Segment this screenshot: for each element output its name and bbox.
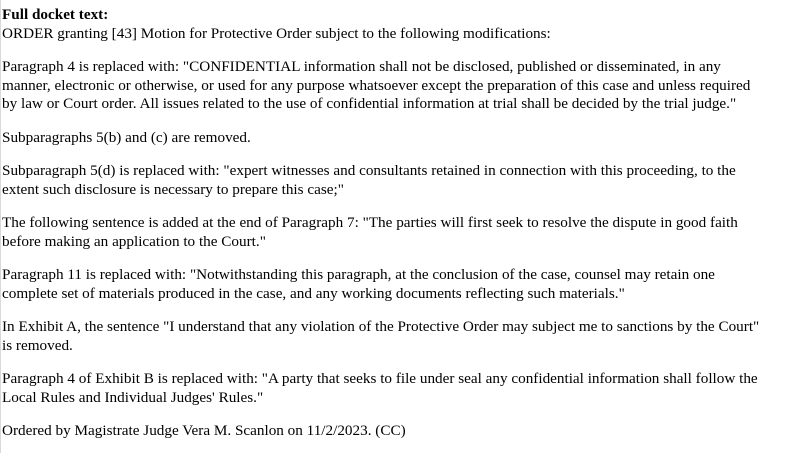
docket-line: before making an application to the Court." [2,232,266,250]
docket-line: is removed. [2,336,73,354]
docket-paragraph-exhibit-b [2,370,806,407]
docket-paragraph-4 [2,58,806,114]
docket-line: complete set of materials produced in the case, and any working documents reflecting such materials." [2,284,625,302]
docket-line: Paragraph 4 is replaced with: "CONFIDENTIAL information shall not be disclosed, published or disseminated, in any [2,58,721,75]
docket-line: In Exhibit A, the sentence "I understand that any violation of the Protective Order may subject me to sanctions by the Court" [2,318,760,335]
docket-paragraph-signature [2,422,806,441]
docket-line: ORDER granting [43] Motion for Protective Order subject to the following modifications: [2,24,551,42]
docket-line: Local Rules and Individual Judges' Rules." [2,388,264,406]
docket-line: Paragraph 11 is replaced with: "Notwithstanding this paragraph, at the conclusion of the case, counsel may retain one [2,266,715,283]
docket-line: The following sentence is added at the end of Paragraph 7: "The parties will first seek to resolve the dispute in good faith [2,214,738,231]
docket-paragraph-order [2,25,806,44]
docket-line: by law or Court order. All issues related to the use of confidential information at trial shall be decided by the trial judge." [2,95,737,112]
docket-line: Ordered by Magistrate Judge Vera M. Scanlon on 11/2/2023. (CC) [2,422,406,439]
docket-line: Paragraph 4 of Exhibit B is replaced with: "A party that seeks to file under seal any confidential information shall follow the [2,370,758,387]
docket-paragraph-5bc [2,129,806,148]
docket-paragraph-5d [2,162,806,199]
docket-paragraph-7 [2,214,806,251]
docket-line: Subparagraphs 5(b) and (c) are removed. [2,128,251,146]
docket-line: manner, electronic or otherwise, or used for any purpose whatsoever except the preparation of this case and unless required [2,76,751,94]
docket-paragraph-11 [2,266,806,303]
docket-line: Subparagraph 5(d) is replaced with: "expert witnesses and consultants retained in connection with this proceeding, to the [2,162,736,179]
docket-line: extent such disclosure is necessary to prepare this case;" [2,180,344,198]
docket-heading: Full docket text: [2,6,109,23]
docket-paragraph-exhibit-a [2,318,806,355]
